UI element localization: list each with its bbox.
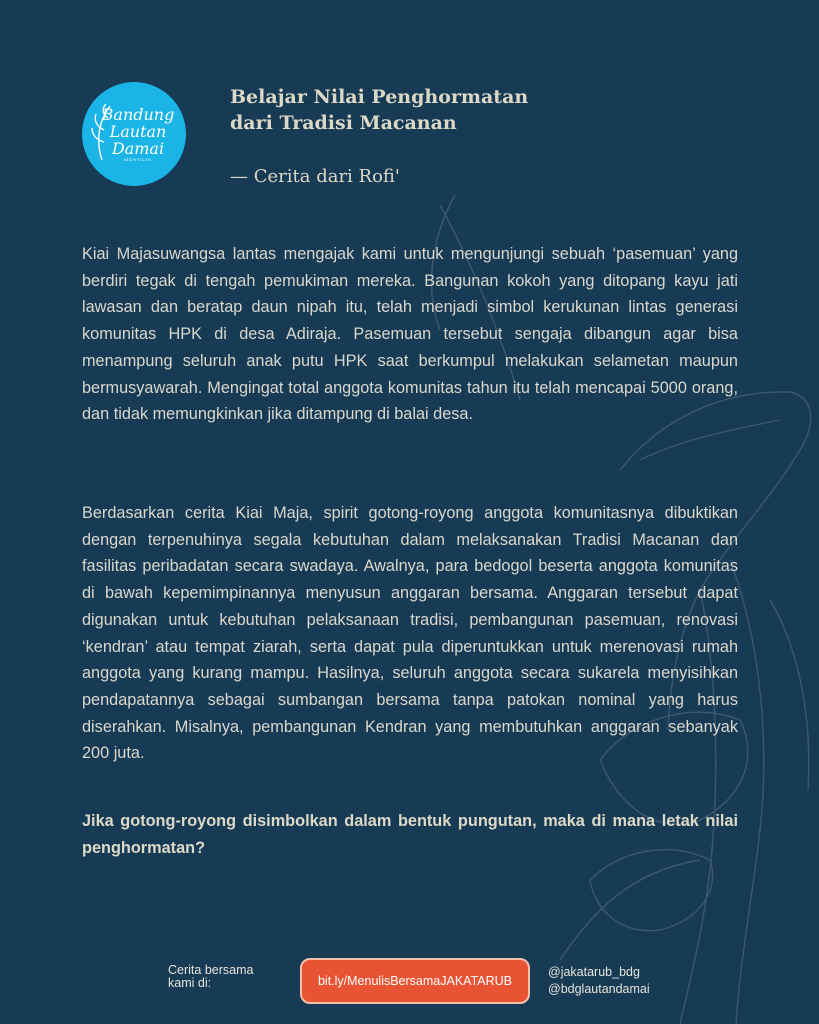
curve-line <box>560 860 700 960</box>
cta-label <box>168 964 253 990</box>
logo-line-1: Bandung <box>101 104 175 124</box>
cta-label-line-2: kami di: <box>168 976 212 990</box>
handle-jakatarub[interactable]: @jakatarub_bdg <box>548 965 640 979</box>
cta-label-line-1: Cerita bersama <box>168 963 254 977</box>
closing-question: Jika gotong-royong disimbolkan dalam bentuk pungutan, maka di mana letak nilai penghormatan? <box>82 812 738 857</box>
logo-line-2: Lautan <box>109 121 167 141</box>
logo-bandung-lautan-damai <box>82 82 186 186</box>
cta-link-text: bit.ly/MenulisBersamaJAKATARUB <box>317 974 513 988</box>
byline: — Cerita dari Rofi' <box>230 166 400 187</box>
logo-line-3: Damai <box>111 138 165 158</box>
logo-text <box>102 106 175 163</box>
handle-bdglautandamai[interactable]: @bdglautandamai <box>548 982 650 996</box>
paragraph-2: Berdasarkan cerita Kiai Maja, spirit gotong-royong anggota komunitasnya dibuktikan dengan terpenuhinya segala kebutuhan dalam melaksanakan Tradisi Macanan dan fasilitas peribadatan secara swadaya. Awalnya, para bedogol beserta anggota komunitas di bawah kepemimpinannya menyusun anggaran bersama. Anggaran tersebut dapat digunakan untuk kebutuhan pelaksanaan tradisi, pembangunan pasemuan, renovasi ‘kendran’ atau tempat ziarah, serta dapat pula diperuntukkan untuk merenovasi rumah anggota yang kurang mampu. Hasilnya, seluruh anggota secara sukarela menyisihkan pendapatannya sebagai sumbangan bersama tanpa patokan nominal yang harus diserahkan. Misalnya, pembangunan Kendran yang membutuhkan anggaran sebanyak 200 juta. <box>82 504 738 763</box>
social-handles <box>548 964 650 998</box>
cta-link-button[interactable] <box>300 958 530 1004</box>
curve-line-2 <box>770 600 809 790</box>
page-title: Belajar Nilai Penghormatan dari Tradisi Macanan <box>230 86 529 134</box>
paragraph-1: Kiai Majasuwangsa lantas mengajak kami untuk mengunjungi sebuah ‘pasemuan’ yang berdiri tegak di tengah pemukiman mereka. Bangunan kokoh yang ditopang kayu jati lawasan dan beratap daun nipah itu, telah menjadi simbol kerukunan lintas generasi komunitas HPK di desa Adiraja. Pasemuan tersebut sengaja dibangun agar bisa menampung seluruh anak putu HPK saat berkumpul melakukan selametan maupun bermusyawarah. Mengingat total anggota komunitas tahun itu telah mencapai 5000 orang, dan tidak memungkinkan jika ditampung di balai desa. <box>82 245 738 424</box>
logo-sub: MENULIS <box>124 156 152 162</box>
